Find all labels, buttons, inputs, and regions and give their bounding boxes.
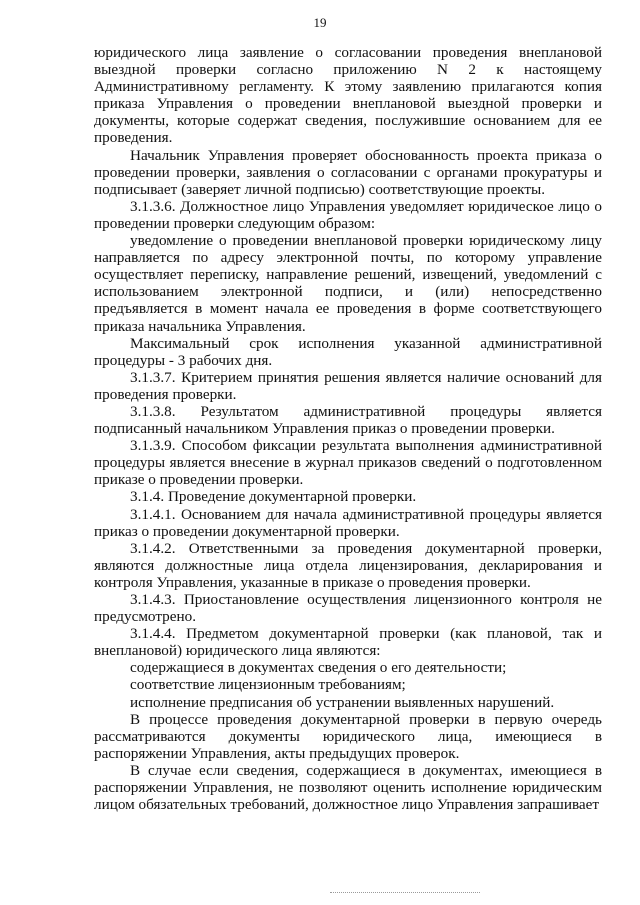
paragraph: 3.1.4.1. Основанием для начала административной процедуры является приказ о проведении документарной проверки. (94, 505, 602, 540)
paragraph: В процессе проведения документарной проверки в первую очередь рассматриваются документы юридического лица, имеющиеся в распоряжении Управления, акты предыдущих проверок. (94, 710, 602, 762)
paragraph: В случае если сведения, содержащиеся в документах, имеющиеся в распоряжении Управления, не позволяют оценить исполнение юридическим лицом обязательных требований, должностное лицо Управления запрашивает (94, 761, 602, 814)
paragraph: исполнение предписания об устранении выявленных нарушений. (130, 693, 555, 711)
scan-marks (330, 892, 480, 896)
paragraph: 3.1.4.4. Предметом документарной проверки (как плановой, так и внеплановой) юридического лица являются: (94, 625, 602, 660)
paragraph: 3.1.4.2. Ответственными за проведения документарной проверки, являются должностные лица отдела лицензирования, декларирования и контроля Управления, указанные в приказе о проведения проверки. (94, 539, 602, 591)
paragraph: содержащиеся в документах сведения о его деятельности; (130, 659, 507, 677)
paragraph: 3.1.3.8. Результатом административной процедуры является подписанный начальником Управления приказ о проведении проверки. (94, 402, 602, 438)
paragraph: 3.1.3.6. Должностное лицо Управления уведомляет юридическое лицо о проведении проверки следующим образом: (94, 197, 602, 232)
paragraph: 3.1.4.3. Приостановление осуществления лицензионного контроля не предусмотрено. (94, 591, 602, 626)
paragraph: юридического лица заявление о согласовании проведения внеплановой выездной проверки согласно приложению N 2 к настоящему Административному регламенту. К этому заявлению прилагаются копия приказа Управления о проведении внеплановой выездной проверки и документы, которые содержат сведения, послужившие основанием для ее проведения. (94, 44, 602, 147)
paragraph: уведомление о проведении внеплановой проверки юридическому лицу направляется по адресу электронной почты, по которому управление осуществляет переписку, направление решений, извещений, уведомлений с использованием электронной подписи, и (или) непосредственно предъявляется в момент начала ее проведения в форме соответствующего приказа начальника Управления. (94, 232, 602, 335)
paragraph: 3.1.3.7. Критерием принятия решения является наличие оснований для проведения проверки. (94, 368, 602, 403)
paragraph: Начальник Управления проверяет обоснованность проекта приказа о проведении проверки, заявления о согласовании с органами прокуратуры и подписывает (заверяет личной подписью) соответствующие проекты. (94, 146, 602, 198)
paragraph: Максимальный срок исполнения указанной административной процедуры - 3 рабочих дня. (94, 334, 602, 369)
paragraph: 3.1.3.9. Способом фиксации результата выполнения административной процедуры является внесение в журнал приказов сведений о подготовленном приказе о проведении проверки. (94, 437, 602, 489)
paragraph: 3.1.4. Проведение документарной проверки. (130, 488, 417, 506)
paragraph: соответствие лицензионным требованиям; (130, 676, 406, 694)
document-body (94, 44, 602, 813)
page-number: 19 (313, 15, 327, 30)
